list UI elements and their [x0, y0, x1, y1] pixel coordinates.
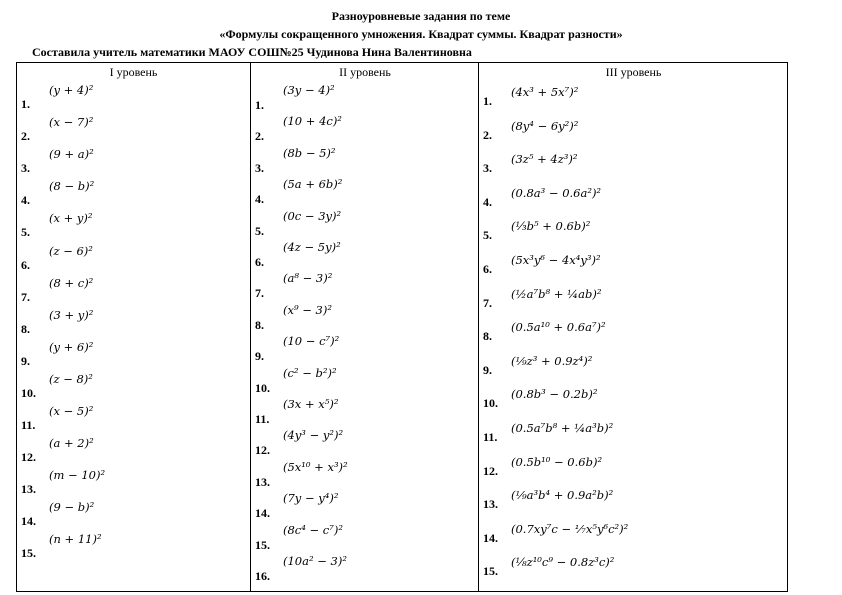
task-item: [479, 185, 788, 209]
task-number: 5.: [21, 225, 30, 240]
task-item: [251, 271, 479, 301]
level-2-column: [250, 63, 479, 591]
task-expression: (y + 6)²: [49, 339, 94, 354]
task-item: [251, 459, 479, 489]
task-number: 14.: [255, 506, 270, 521]
task-number: 15.: [21, 546, 36, 561]
task-number: 10.: [21, 385, 36, 400]
task-expression: (z − 6)²: [49, 243, 93, 258]
task-number: 1.: [255, 98, 264, 112]
task-expression: (n + 11)²: [49, 532, 102, 547]
task-expression: (a⁸ − 3)²: [283, 271, 333, 286]
task-expression: (5x³y⁶ − 4x⁴y³)²: [511, 253, 601, 267]
task-number: 7.: [483, 295, 492, 310]
task-item: [17, 371, 250, 400]
task-number: 13.: [483, 497, 498, 512]
task-item: [17, 436, 250, 465]
task-number: 1.: [21, 97, 30, 111]
worksheet-author: Составила учитель математики МАОУ СОШ№25 Чудинова Нина Валентиновна: [32, 45, 472, 59]
task-item: [251, 554, 479, 583]
task-expression: (½a⁷b⁸ + ¼ab)²: [511, 286, 602, 301]
task-item: [17, 179, 250, 208]
task-item: [17, 115, 250, 144]
task-item: [251, 397, 479, 426]
task-expression: (3x + x⁵)²: [283, 397, 339, 411]
task-item: [17, 500, 250, 529]
task-number: 2.: [483, 127, 492, 142]
task-expression: (a + 2)²: [49, 436, 94, 451]
task-number: 3.: [21, 161, 30, 176]
task-number: 6.: [483, 262, 492, 276]
task-number: 11.: [255, 412, 270, 426]
task-expression: (0.5b¹⁰ − 0.6b)²: [511, 454, 603, 469]
task-number: 7.: [21, 289, 30, 304]
task-number: 2.: [255, 129, 264, 144]
level-1-title: I уровень: [109, 65, 158, 79]
task-number: 4.: [255, 192, 264, 207]
task-expression: (7y − y⁴)²: [283, 491, 339, 506]
task-expression: (5a + 6b)²: [283, 177, 343, 192]
task-expression: (9 + a)²: [49, 147, 94, 162]
task-item: [251, 145, 479, 175]
task-item: [251, 302, 479, 332]
task-expression: (4z − 5y)²: [283, 240, 341, 254]
worksheet-title: Разноуровневые задания по теме: [331, 9, 511, 23]
task-item: [17, 275, 250, 304]
level-2-title: II уровень: [339, 65, 391, 79]
task-expression: (10a² − 3)²: [283, 554, 347, 568]
task-expression: (0.5a¹⁰ + 0.6a⁷)²: [511, 320, 606, 335]
task-number: 6.: [255, 255, 264, 269]
task-item: [251, 334, 479, 364]
task-expression: (0.8a³ − 0.6a²)²: [511, 185, 602, 200]
task-item: [17, 147, 250, 176]
task-expression: (8b − 5)²: [283, 145, 336, 160]
task-item: [479, 353, 788, 377]
task-expression: (x − 5)²: [49, 404, 94, 418]
task-item: [479, 286, 788, 310]
task-number: 1.: [483, 94, 492, 108]
task-item: [251, 114, 479, 144]
tasks-table: [16, 62, 788, 592]
task-expression: (4y³ − y²)²: [283, 428, 344, 443]
task-item: [17, 339, 250, 368]
task-number: 4.: [483, 194, 492, 209]
task-number: 9.: [483, 362, 492, 377]
task-number: 11.: [21, 418, 36, 432]
task-item: [251, 428, 479, 458]
task-expression: (x − 7)²: [49, 115, 94, 130]
worksheet-subtitle: «Формулы сокращенного умножения. Квадрат суммы. Квадрат разности»: [219, 27, 623, 41]
task-expression: (m − 10)²: [49, 468, 106, 483]
task-item: [479, 555, 788, 579]
task-number: 12.: [21, 450, 36, 465]
task-number: 15.: [483, 564, 498, 579]
task-expression: (8 − b)²: [49, 179, 95, 194]
task-number: 5.: [483, 228, 492, 243]
task-expression: (⅛z¹⁰c⁹ − 0.8z³c)²: [511, 555, 615, 570]
task-item: [17, 211, 250, 240]
task-number: 9.: [21, 353, 30, 368]
level-1-column: [17, 63, 250, 591]
task-item: [17, 404, 250, 432]
task-number: 16.: [255, 569, 270, 583]
task-item: [479, 387, 788, 411]
task-expression: (3 + y)²: [49, 307, 94, 322]
task-item: [479, 454, 788, 478]
task-item: [479, 85, 788, 108]
task-expression: (0c − 3y)²: [283, 208, 342, 223]
task-number: 12.: [255, 443, 270, 458]
task-number: 11.: [483, 430, 498, 444]
task-number: 10.: [483, 396, 498, 411]
task-item: [479, 253, 788, 276]
task-number: 8.: [255, 317, 264, 332]
task-item: [251, 208, 479, 238]
task-item: [17, 307, 250, 336]
task-item: [479, 521, 788, 545]
task-number: 13.: [21, 482, 36, 497]
task-expression: (c² − b²)²: [283, 365, 337, 380]
task-number: 3.: [483, 161, 492, 176]
task-expression: (y + 4)²: [49, 83, 94, 97]
task-item: [17, 532, 250, 561]
task-item: [251, 522, 479, 552]
task-number: 15.: [255, 537, 270, 552]
task-number: 13.: [255, 474, 270, 489]
task-expression: (3z⁵ + 4z³)²: [511, 152, 578, 167]
task-number: 14.: [21, 514, 36, 529]
task-expression: (0.8b³ − 0.2b)²: [511, 387, 598, 402]
task-number: 7.: [255, 286, 264, 301]
task-expression: (x + y)²: [49, 211, 93, 226]
task-item: [251, 365, 479, 395]
task-expression: (3y − 4)²: [283, 83, 335, 97]
level-3-column: [478, 63, 788, 591]
task-expression: (z − 8)²: [49, 371, 93, 386]
task-item: [251, 83, 479, 112]
task-number: 8.: [21, 321, 30, 336]
task-item: [479, 488, 788, 512]
task-expression: (⅑a³b⁴ + 0.9a²b)²: [511, 488, 614, 503]
task-item: [479, 152, 788, 176]
task-expression: (8 + c)²: [49, 275, 94, 290]
task-number: 12.: [483, 463, 498, 478]
task-number: 4.: [21, 193, 30, 208]
task-number: 3.: [255, 160, 264, 175]
task-number: 14.: [483, 530, 498, 545]
task-item: [251, 177, 479, 207]
task-expression: (10 − c⁷)²: [283, 334, 340, 349]
task-item: [479, 219, 788, 243]
task-expression: (x⁹ − 3)²: [283, 302, 332, 317]
task-number: 8.: [483, 329, 492, 344]
task-expression: (9 − b)²: [49, 500, 95, 515]
task-expression: (⅑z³ + 0.9z⁴)²: [511, 353, 593, 368]
task-number: 9.: [255, 349, 264, 364]
level-3-title: III уровень: [605, 65, 662, 79]
task-item: [251, 491, 479, 521]
task-expression: (8y⁴ − 6y²)²: [511, 118, 579, 133]
task-number: 5.: [255, 223, 264, 238]
task-number: 2.: [21, 129, 30, 144]
task-expression: (5x¹⁰ + x³)²: [283, 459, 348, 474]
task-number: 6.: [21, 257, 30, 272]
task-item: [479, 320, 788, 344]
task-item: [251, 240, 479, 269]
task-item: [17, 243, 250, 272]
task-expression: (0.5a⁷b⁸ + ¼a³b)²: [511, 421, 614, 435]
task-number: 10.: [255, 380, 270, 395]
task-expression: (4x³ + 5x⁷)²: [511, 85, 579, 99]
task-item: [17, 83, 250, 111]
task-expression: (0.7xy⁷c − ⅐x⁵y⁶c²)²: [511, 521, 629, 536]
task-item: [479, 118, 788, 142]
task-expression: (⅓b⁵ + 0.6b)²: [511, 219, 591, 234]
task-expression: (10 + 4c)²: [283, 114, 342, 129]
task-expression: (8c⁴ − c⁷)²: [283, 522, 343, 537]
task-item: [17, 468, 250, 497]
task-item: [479, 421, 788, 444]
